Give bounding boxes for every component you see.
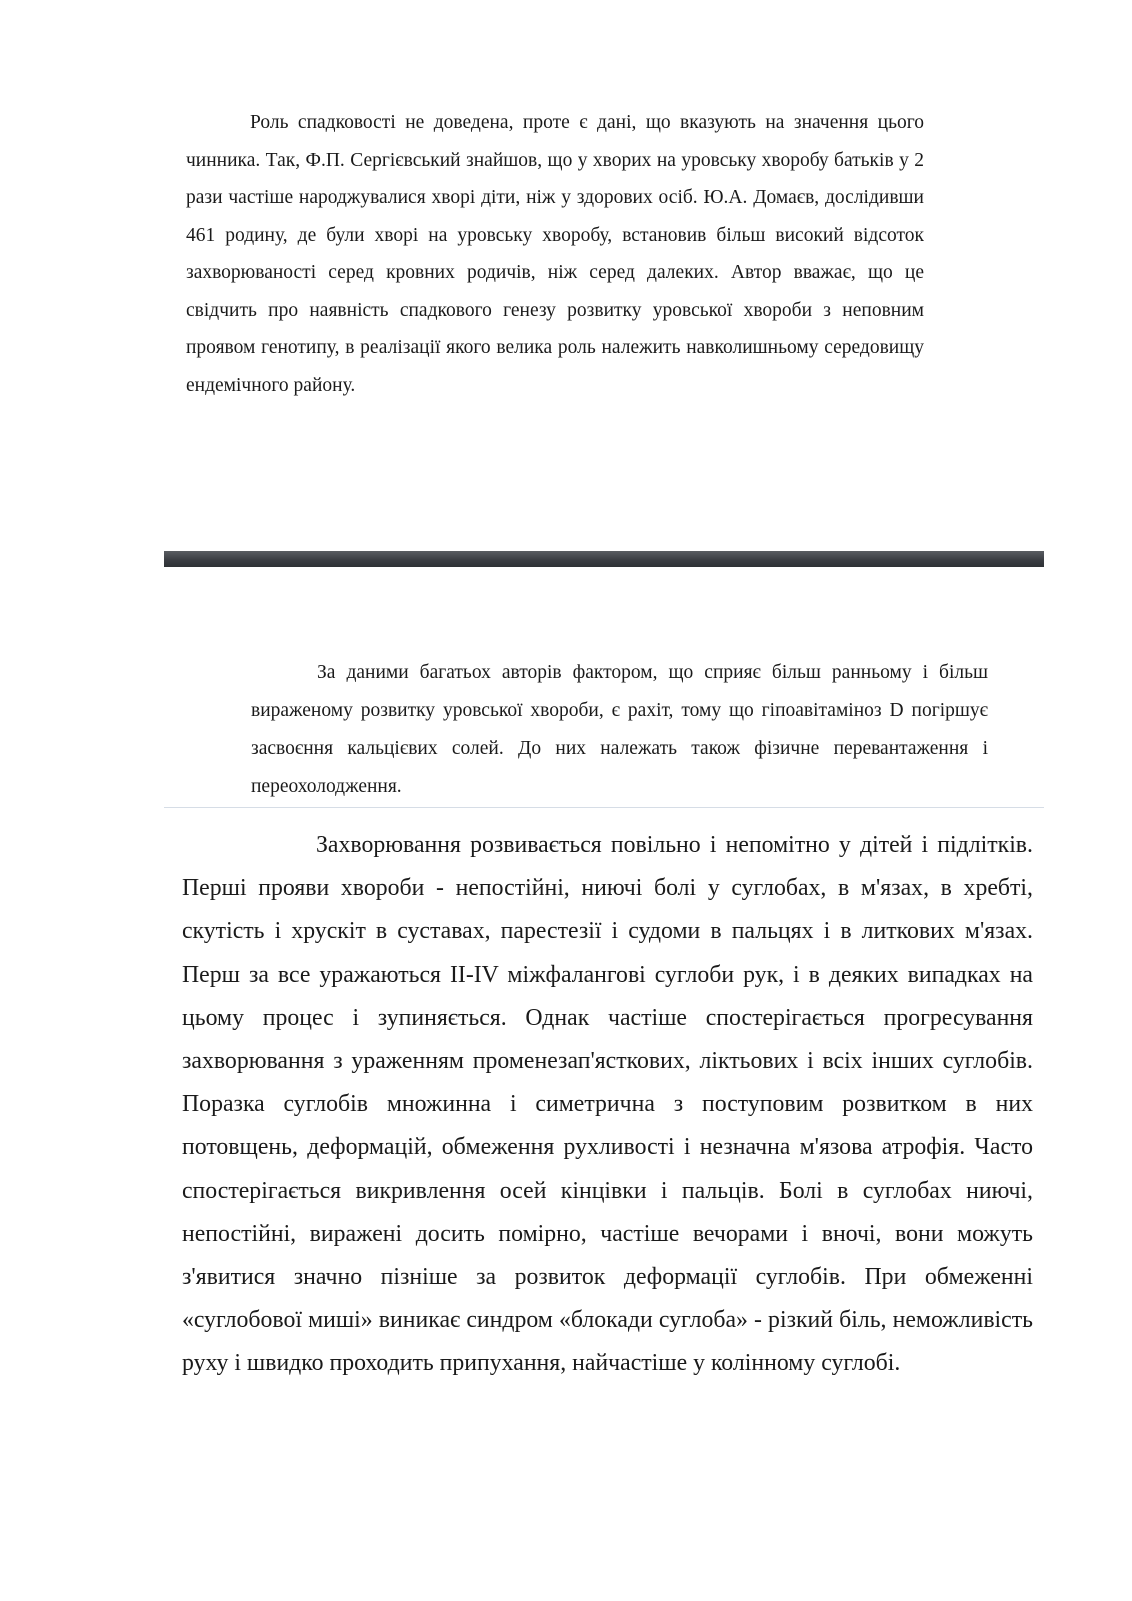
paragraph-clinical-course: Захворювання розвивається повільно і непомітно у дітей і підлітків. Перші прояви хвороби - непостійні, ниючі болі у суглобах, в м'язах, в хребті, скутість і хрускіт в суставах, парестезії і судоми в пальцях і в литкових м'язах. Перш за все уражаються II-IV міжфалангові суглоби рук, і в деяких випадках на цьому процес і зупиняється. Однак частіше спостерігається прогресування захворювання з ураженням променезап'ясткових, ліктьових і всіх інших суглобів. Поразка суглобів множинна і симетрична з поступовим розвитком в них потовщень, деформацій, обмеження рухливості і незначна м'язова атрофія. Часто спостерігається викривлення осей кінцівки і пальців. Болі в суглобах ниючі, непостійні, виражені досить помірно, частіше вечорами і вночі, вони можуть з'явитися значно пізніше за розвиток деформації суглобів. При обмеженні «суглобової миші» виникає синдром «блокади суглоба» - різкий біль, неможливість руху і швидко проходить припухання, найчастіше у колінному суглобі. (182, 832, 1033, 1377)
paragraph-heredity: Роль спадковості не доведена, проте є дані, що вказують на значення цього чинника. Так, Ф.П. Сергієвський знайшов, що у хворих на уровську хворобу батьків у 2 рази частіше народжувалися хворі діти, ніж у здорових осіб. Ю.А. Домаєв, дослідивши 461 родину, де були хворі на уровську хворобу, встановив більш високий відсоток захворюваності серед кровних родичів, ніж серед далеких. Автор вважає, що це свідчить про наявність спадкового генезу розвитку уровської хвороби з неповним проявом генотипу, в реалізації якого велика роль належить навколишньому середовищу ендемічного району. (186, 112, 924, 396)
thin-separator-line (164, 807, 1044, 808)
section-divider-bar (164, 551, 1044, 567)
paragraph-risk-factors: За даними багатьох авторів фактором, що сприяє більш ранньому і більш вираженому розвитку уровської хвороби, є рахіт, тому що гіпоавітаміноз D погіршує засвоєння кальцієвих солей. До них належать також фізичне перевантаження і переохолодження. (251, 662, 988, 797)
